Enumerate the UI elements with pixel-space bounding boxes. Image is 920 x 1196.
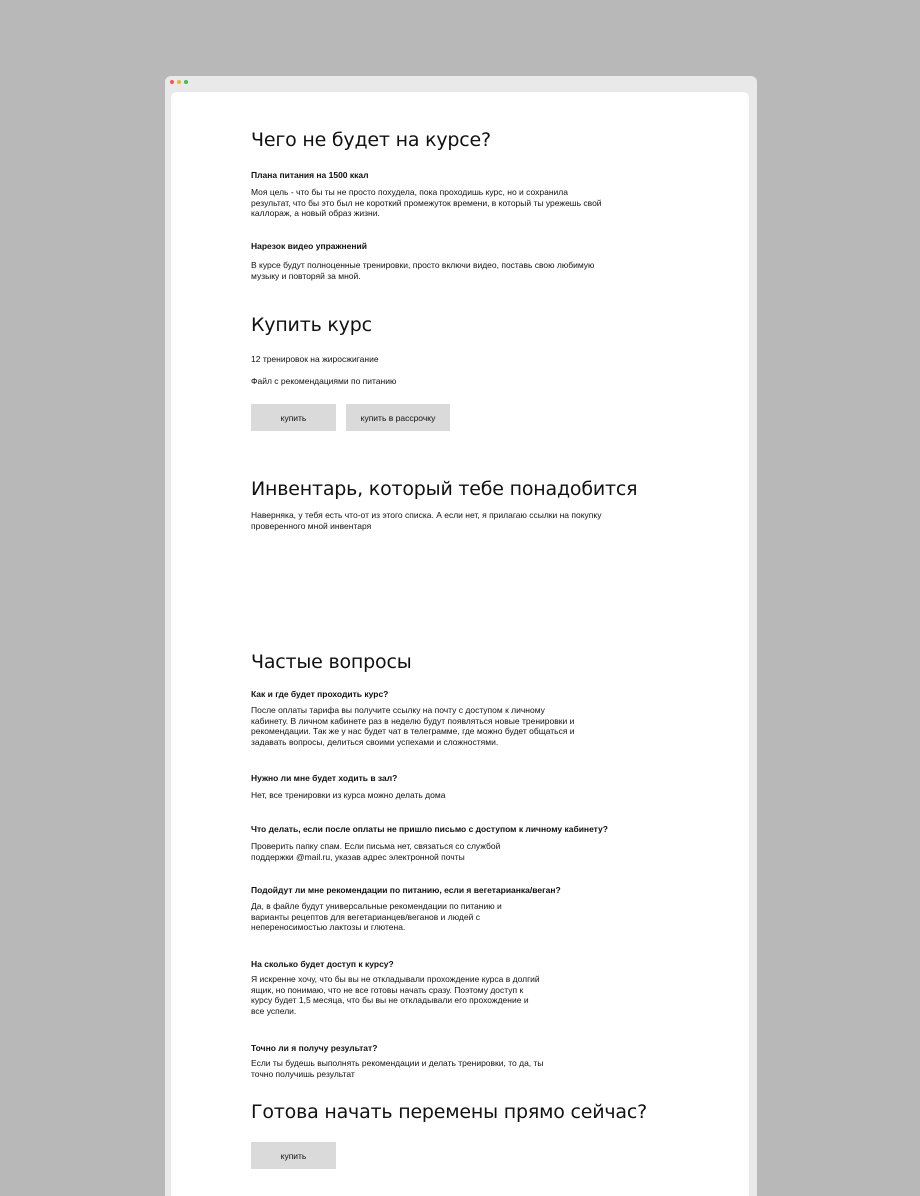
faq-answer: Проверить папку спам. Если письма нет, связаться со службой поддержки @mail.ru, указав адрес электронной почты [251, 841, 501, 862]
inventory-text: Наверняка, у тебя есть что-от из этого списка. А если нет, я прилагаю ссылки на покупку проверенного мной инвентаря [251, 510, 602, 531]
inventory-title: Инвентарь, который тебе понадобится [251, 478, 638, 500]
cta-title: Готова начать перемены прямо сейчас? [251, 1101, 647, 1123]
faq-answer: Если ты будешь выполнять рекомендации и делать тренировки, то да, ты точно получишь результат [251, 1058, 544, 1079]
faq-question: Подойдут ли мне рекомендации по питанию, если я вегетарианка/веган? [251, 885, 561, 895]
buy-button[interactable]: купить [251, 404, 336, 431]
minimize-dot-icon[interactable] [177, 80, 181, 84]
buy-feature: 12 тренировок на жиросжигание [251, 354, 379, 364]
buy-installment-button[interactable]: купить в рассрочку [346, 404, 450, 431]
no-course-item-heading: Нарезок видео упражнений [251, 241, 367, 251]
faq-answer: Нет, все тренировки из курса можно делать дома [251, 790, 446, 800]
no-course-item-text: Моя цель - что бы ты не просто похудела, пока проходишь курс, но и сохранила результат, что бы это был не короткий промежуток времени, в который ты урежешь свой каллораж, а новый образ жизни. [251, 187, 602, 218]
faq-question: Что делать, если после оплаты не пришло письмо с доступом к личному кабинету? [251, 824, 608, 834]
faq-question: Нужно ли мне будет ходить в зал? [251, 773, 398, 783]
window-controls [170, 80, 188, 84]
faq-title: Частые вопросы [251, 651, 412, 673]
buy-title: Купить курс [251, 314, 372, 336]
faq-question: Как и где будет проходить курс? [251, 689, 389, 699]
buy-feature: Файл с рекомендациями по питанию [251, 376, 397, 386]
faq-question: На сколько будет доступ к курсу? [251, 959, 394, 969]
no-course-title: Чего не будет на курсе? [251, 129, 491, 151]
faq-answer: Я искренне хочу, что бы вы не откладывали прохождение курса в долгий ящик, но понимаю, что не все готовы начать сразу. Поэтому доступ к курсу будет 1,5 месяца, что бы вы не откладывали его прохождение и все успели. [251, 974, 540, 1016]
browser-window [165, 76, 757, 1196]
faq-answer: Да, в файле будут универсальные рекомендации по питанию и варианты рецептов для вегетарианцев/веганов и людей с непереносимостью лактозы и глютена. [251, 901, 502, 932]
faq-question: Точно ли я получу результат? [251, 1043, 378, 1053]
cta-buy-button[interactable]: купить [251, 1142, 336, 1169]
no-course-item-text: В курсе будут полноценные тренировки, просто включи видео, поставь свою любимую музыку и повторяй за мной. [251, 260, 595, 281]
maximize-dot-icon[interactable] [184, 80, 188, 84]
no-course-item-heading: Плана питания на 1500 ккал [251, 170, 369, 180]
page-content [171, 92, 749, 1196]
faq-answer: После оплаты тарифа вы получите ссылку на почту с доступом к личному кабинету. В личном кабинете раз в неделю будут появляться новые тренировки и рекомендации. Так же у нас будет чат в телеграмме, где можно будет общаться и задавать вопросы, делиться своими успехами и сложностями. [251, 705, 575, 747]
close-dot-icon[interactable] [170, 80, 174, 84]
